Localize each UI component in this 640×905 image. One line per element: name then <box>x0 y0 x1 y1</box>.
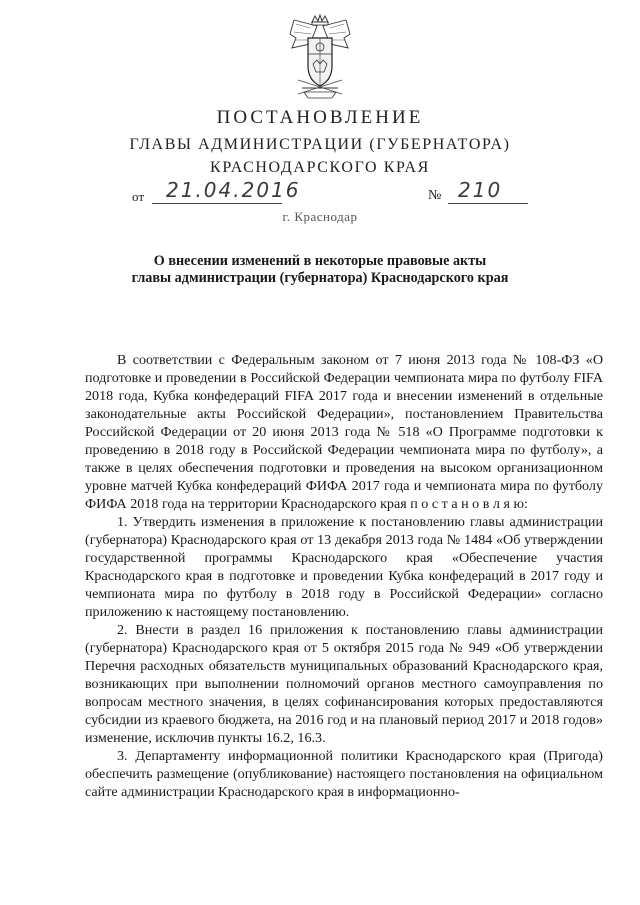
number-underline <box>448 203 528 204</box>
body-paragraph: 2. Внести в раздел 16 приложения к постановлению главы администрации (губернатора) Краснодарского края от 5 октября 2015 года № 949 «Об утверждении Перечня расходных обязательств муниципальных образований Краснодарского края, возникающих при выполнении полномочий органов местного самоуправления по вопросам местного значения, в целях софинансирования которых предоставляются субсидии из краевого бюджета, на 2016 год и на плановый период 2017 и 2018 годов» изменение, исключив пункты 16.2, 16.3. <box>85 622 603 746</box>
date-underline <box>152 203 282 204</box>
number-value: 210 <box>458 178 503 202</box>
body-paragraph: В соответствии с Федеральным законом от 7 июня 2013 года № 108-ФЗ «О подготовке и проведении в Российской Федерации чемпионата мира по футболу FIFA 2018 года, Кубка конфедераций FIFA 2017 года и внесении изменений в отдельные законодательные акты Российской Федерации», постановлением Правительства Российской Федерации от 20 июня 2013 года № 518 «О Программе подготовки к проведению в 2018 году в Российской Федерации чемпионата мира по футболу», а также в целях обеспечения подготовки и проведения на высоком организационном уровне матчей Кубка конфедераций ФИФА 2017 года и чемпионата мира по футболу ФИФА 2018 года на территории Краснодарского края п о с т а н о в л я ю: <box>85 352 603 512</box>
document-body <box>85 351 603 801</box>
coat-of-arms-emblem <box>284 14 356 100</box>
body-paragraph: 1. Утвердить изменения в приложение к постановлению главы администрации (губернатора) Краснодарского края от 13 декабря 2013 года № 1484 «Об утверждении государственной программы Краснодарского края «Обеспечение участия Краснодарского края в подготовке и проведении Кубка конфедераций в 2017 году и чемпионата мира по футболу в 2018 году в Российской Федерации» согласно приложению к настоящему постановлению. <box>85 514 603 620</box>
issuer-line-2: КРАСНОДАРСКОГО КРАЯ <box>210 159 430 176</box>
document-title-line-1: О внесении изменений в некоторые правовые акты <box>153 253 487 269</box>
date-prefix: от <box>132 189 145 204</box>
document-title-line-2: главы администрации (губернатора) Краснодарского края <box>131 270 509 286</box>
number-prefix: № <box>428 188 442 203</box>
date-value: 21.04.2016 <box>166 178 301 202</box>
city-label: г. Краснодар <box>282 209 358 224</box>
page-title: ПОСТАНОВЛЕНИЕ <box>216 107 424 128</box>
issuer-line-1: ГЛАВЫ АДМИНИСТРАЦИИ (ГУБЕРНАТОРА) <box>129 136 511 153</box>
body-paragraph: 3. Департаменту информационной политики Краснодарского края (Пригода) обеспечить размещение (опубликование) настоящего постановления на официальном сайте администрации Краснодарского края в информационно- <box>85 748 603 800</box>
